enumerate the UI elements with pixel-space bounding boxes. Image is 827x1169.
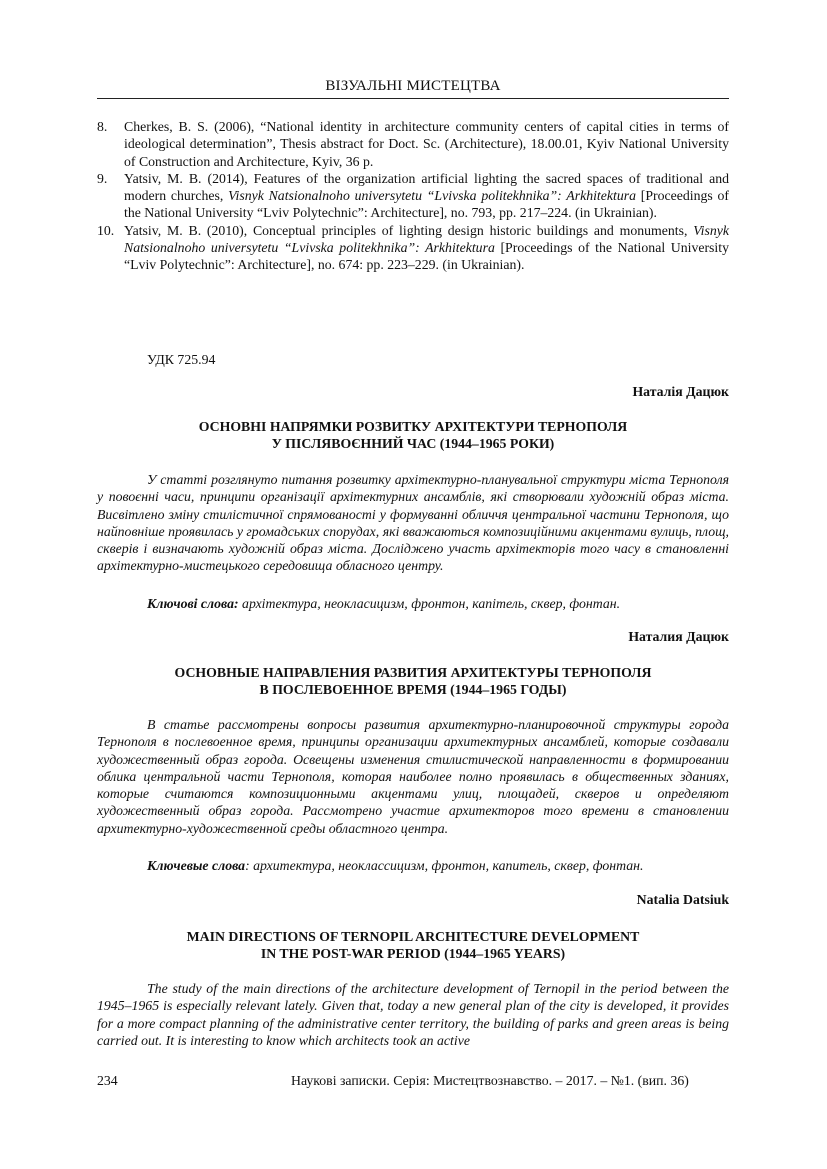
reference-item bbox=[97, 170, 729, 222]
title-line: ОСНОВНІ НАПРЯМКИ РОЗВИТКУ АРХІТЕКТУРИ ТЕРНОПОЛЯ bbox=[198, 419, 628, 434]
title-line: ОСНОВНЫЕ НАПРАВЛЕНИЯ РАЗВИТИЯ АРХИТЕКТУРЫ ТЕРНОПОЛЯ bbox=[174, 665, 652, 680]
reference-number: 10. bbox=[97, 222, 115, 238]
reference-journal: Visnyk Natsionalnoho universytetu “Lvivska politekhnika”: Arkhitektura bbox=[228, 188, 637, 204]
udk-code: УДК 725.94 bbox=[147, 352, 216, 367]
title-line: В ПОСЛЕВОЕННОЕ ВРЕМЯ (1944–1965 ГОДЫ) bbox=[259, 682, 567, 697]
reference-item bbox=[97, 118, 729, 170]
journal-citation: Наукові записки. Серія: Мистецтвознавство. – 2017. – №1. (вип. 36) bbox=[291, 1073, 689, 1088]
reference-journal: Visnyk Natsionalnoho universytetu “Lvivska politekhnika”: Arkhitektura bbox=[124, 222, 729, 256]
reference-text: Cherkes, B. S. (2006), “National identity in architecture community centers of capital cities in terms of ideological determination”, Thesis abstract for Doct. Sc. (Architecture), 18.00.01, Kyiv National University of Construction and Architecture, Kyiv, 36 p. bbox=[124, 119, 729, 169]
abstract-uk: У статті розглянуто питання розвитку архітектурно-планувальної структури міста Тернополя у повоєнні часи, принципи організації архітектурних ансамблів, які створювали художній образ міста. Висвітлено зміну стилістичної спрямованості у формуванні обличчя центральної частини Тернополя, що найповніше проявилась у громадських спорудах, які вважаються композиційними акцентами вулиць, площ, скверів і визначають художній образ міста. Досліджено участь архітекторів того часу в становленні архітектурно-мистецького середовища обласного центру. bbox=[97, 472, 729, 574]
keywords-ru bbox=[147, 858, 729, 874]
reference-text: Yatsiv, M. B. (2014), Features of the organization artificial lighting the sacred spaces of traditional and modern churches, bbox=[124, 170, 729, 204]
keywords-text: : архитектура, неоклассицизм, фронтон, капитель, сквер, фонтан. bbox=[245, 858, 644, 873]
article-title-uk bbox=[97, 418, 729, 452]
document-page bbox=[97, 0, 729, 1169]
title-line: У ПІСЛЯВОЄННИЙ ЧАС (1944–1965 РОКИ) bbox=[271, 436, 555, 451]
reference-number: 9. bbox=[97, 170, 108, 186]
article-title-en bbox=[97, 928, 729, 962]
reference-number: 8. bbox=[97, 119, 108, 134]
keywords-uk bbox=[147, 596, 729, 612]
reference-text-tail: [Proceedings of the National University “Lviv Polytechnic”: Architecture], no. 793, pp. 217–224. (in Ukrainian). bbox=[124, 188, 730, 221]
reference-text: Yatsiv, M. B. (2010), Conceptual principles of lighting design historic buildings and monuments, bbox=[124, 222, 694, 238]
keywords-label: Ключевые слова bbox=[147, 858, 246, 873]
title-line: IN THE POST-WAR PERIOD (1944–1965 YEARS) bbox=[260, 946, 566, 961]
running-head: ВІЗУАЛЬНІ МИСТЕЦТВА bbox=[325, 78, 501, 94]
author-name-ru: Наталия Дацюк bbox=[628, 629, 729, 644]
abstract-ru: В статье рассмотрены вопросы развития архитектурно-планировочной структуры города Тернополя в послевоенное время, принципы организации архитектурных ансамблей, которые создавали художественный образ города. Освещены изменения стилистической направленности в формировании облика центральной части Тернополя, которая наиболее полно проявилась в общественных зданиях, которые считаются композиционными акцентами улиц, площадей, скверов и определяют художественный образ города. Рассмотрено участие архитекторов того времени в становлении архитектурно-художественной среды областного центра. bbox=[97, 717, 729, 836]
header-rule bbox=[97, 98, 729, 99]
article-title-ru bbox=[97, 664, 729, 698]
reference-item bbox=[97, 222, 729, 274]
abstract-en: The study of the main directions of the architecture development of Ternopil in the period between the 1945–1965 is especially relevant lately. Given that, today a new general plan of the city is developed, it provides for a more compact planning of the administrative center territory, the building of parks and green areas is being carried out. It is interesting to know which architects took an active bbox=[97, 981, 729, 1048]
author-name-uk: Наталія Дацюк bbox=[632, 384, 729, 399]
keywords-label: Ключові слова: bbox=[147, 596, 239, 611]
keywords-text: архітектура, неокласицизм, фронтон, капітель, сквер, фонтан. bbox=[238, 596, 621, 611]
reference-list bbox=[97, 118, 729, 274]
reference-text-tail: [Proceedings of the National University “Lviv Polytechnic”: Architecture], no. 674: pp. 223–229. (in Ukrainian). bbox=[124, 240, 729, 273]
author-name-en: Natalia Datsiuk bbox=[636, 892, 729, 907]
title-line: MAIN DIRECTIONS OF TERNOPIL ARCHITECTURE DEVELOPMENT bbox=[186, 929, 640, 944]
page-number: 234 bbox=[97, 1073, 118, 1088]
